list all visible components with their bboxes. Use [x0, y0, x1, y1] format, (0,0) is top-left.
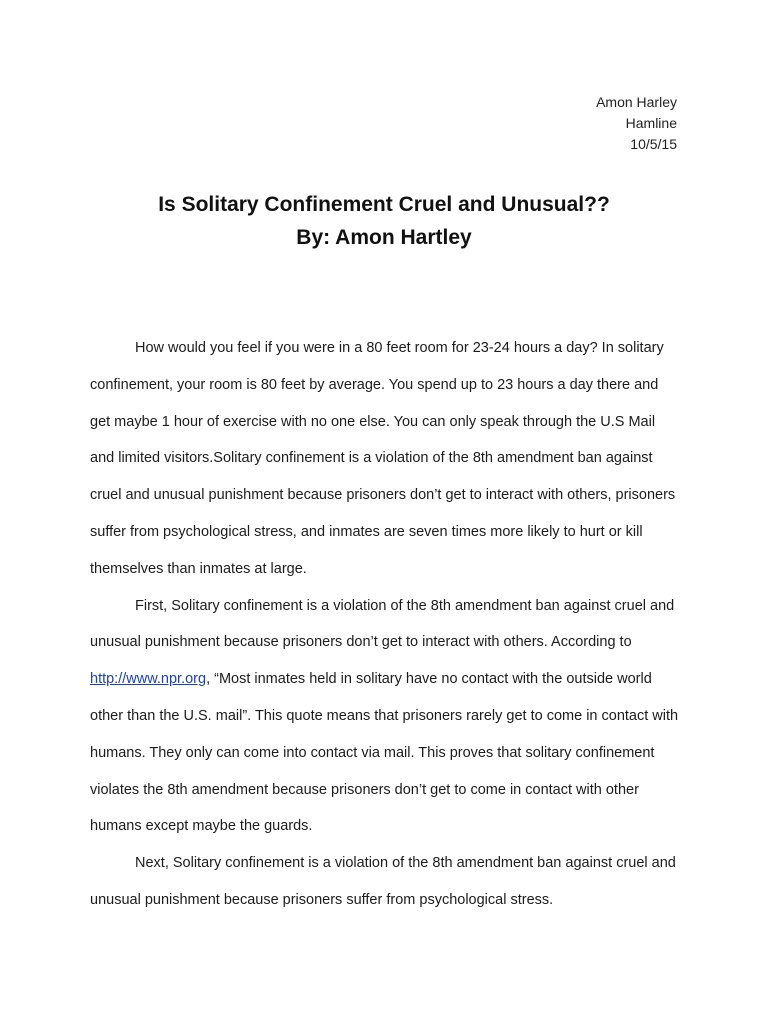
npr-link[interactable]: http://www.npr.org	[90, 671, 207, 688]
paragraph-first-text: First, Solitary confinement is a violation of the 8th amendment ban against cruel and unusual punishment because prisoners don’t get to interact with others. According to	[90, 597, 675, 651]
paragraph-next: Next, Solitary confinement is a violation of the 8th amendment ban against cruel and unusual punishment because prisoners suffer from psychological stress.	[90, 855, 676, 908]
date: 10/5/15	[630, 136, 677, 152]
title-block	[0, 188, 768, 254]
paragraph-first-quote: , “Most inmates held in solitary have no contact with the outside world other than the U.S. mail”. This quote means that prisoners rarely get to come in contact with humans. They only can come into contact via mail. This proves that solitary confinement violates the 8th amendment because prisoners don’t get to come in contact with other humans except maybe the guards.	[90, 671, 679, 835]
school-name: Hamline	[625, 115, 677, 131]
header-block	[596, 92, 677, 155]
byline: By: Amon Hartley	[296, 226, 472, 249]
author-name: Amon Harley	[596, 94, 677, 110]
essay-body	[90, 330, 680, 919]
paragraph-first	[90, 588, 680, 846]
page-title: Is Solitary Confinement Cruel and Unusual??	[158, 193, 610, 216]
paragraph-intro: How would you feel if you were in a 80 feet room for 23-24 hours a day? In solitary confinement, your room is 80 feet by average. You spend up to 23 hours a day there and get maybe 1 hour of exercise with no one else. You can only speak through the U.S Mail and limited visitors.Solitary confinement is a violation of the 8th amendment ban against cruel and unusual punishment because prisoners don’t get to interact with others, prisoners suffer from psychological stress, and inmates are seven times more likely to hurt or kill themselves than inmates at large.	[90, 340, 676, 577]
